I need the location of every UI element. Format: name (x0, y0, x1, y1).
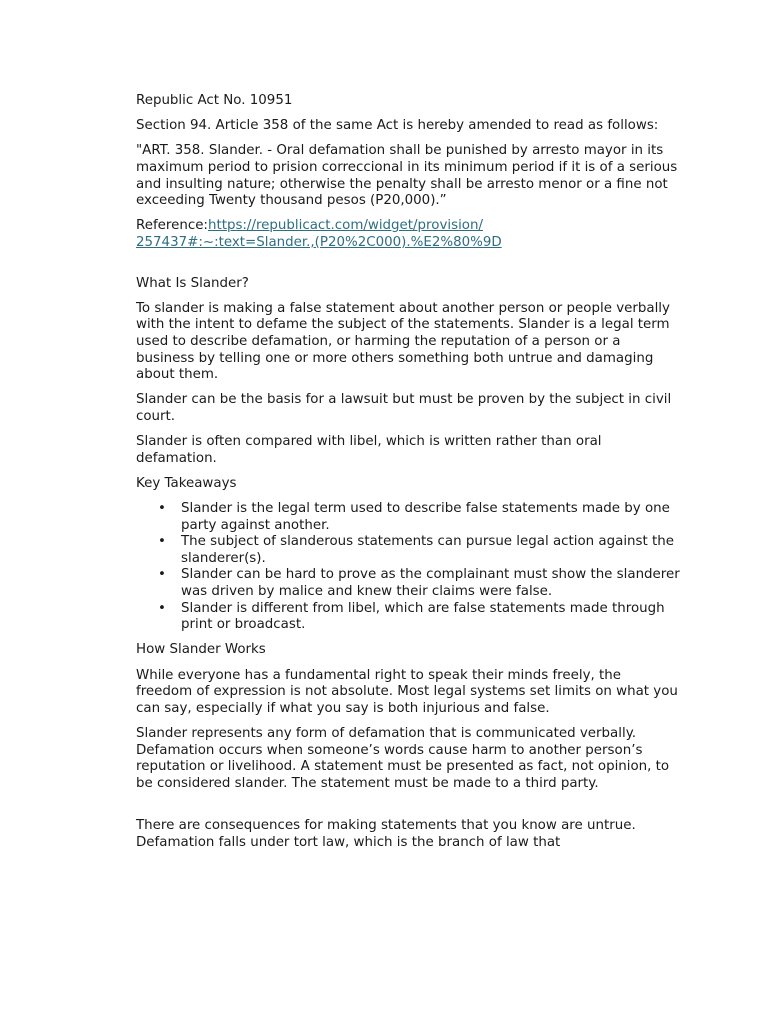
how-paragraph-1: While everyone has a fundamental right to speak their minds freely, the freedom of expression is not absolute. Most legal systems set limits on what you can say, especially if what you say is both injurious and false. (136, 667, 678, 716)
reference-label: Reference: (136, 218, 208, 234)
what-is-slander-heading: What Is Slander? (136, 275, 249, 291)
what-paragraph-1: To slander is making a false statement about another person or people verbally with the intent to defame the subject of the statements. Slander is a legal term used to describe defamation, or harming the reputation of a person or a business by telling one or more others something both untrue and damaging about them. (136, 300, 670, 383)
what-paragraph-2: Slander can be the basis for a lawsuit but must be proven by the subject in civil court. (136, 392, 672, 424)
how-paragraph-3: There are consequences for making statements that you know are untrue. Defamation falls under tort law, which is the branch of law that (136, 818, 636, 850)
bullet-icon: • (158, 600, 166, 616)
reference-link-line1: https://republicact.com/widget/provision/ (207, 218, 483, 234)
section-paragraph: Section 94. Article 358 of the same Act is hereby amended to read as follows: (136, 118, 659, 134)
reference-paragraph (136, 218, 680, 251)
key-takeaways-list (136, 501, 680, 634)
article-paragraph: "ART. 358. Slander. - Oral defamation shall be punished by arresto mayor in its maximum period to prision correccional in its minimum period if it is of a serious and insulting nature; otherwise the penalty shall be arresto menor or a fine not exceeding Twenty thousand pesos (P20,000).” (136, 143, 678, 209)
what-paragraph-3: Slander is often compared with libel, which is written rather than oral defamation. (136, 434, 602, 466)
reference-link-line2: 257437#:~:text=Slander.,(P20%2C000).%E2%80%9D (136, 234, 502, 250)
list-item (158, 600, 680, 634)
list-item (158, 534, 680, 567)
list-item-text: The subject of slanderous statements can pursue legal action against the slanderer(s). (181, 534, 674, 566)
bullet-icon: • (158, 567, 166, 583)
how-paragraph-2: Slander represents any form of defamation that is communicated verbally. Defamation occurs when someone’s words cause harm to another person’s reputation or livelihood. A statement must be presented as fact, not opinion, to be considered slander. The statement must be made to a third party. (136, 725, 670, 791)
bullet-icon: • (158, 534, 166, 550)
list-item (158, 567, 680, 600)
how-slander-works-heading: How Slander Works (136, 642, 266, 658)
document-heading: Republic Act No. 10951 (136, 93, 293, 108)
list-item (158, 501, 680, 534)
bullet-icon: • (158, 501, 166, 517)
list-item-text: Slander is the legal term used to describe false statements made by one party against another. (181, 501, 670, 533)
list-item-text: Slander can be hard to prove as the complainant must show the slanderer was driven by malice and knew their claims were false. (181, 567, 680, 599)
key-takeaways-heading: Key Takeaways (136, 475, 237, 491)
list-item-text: Slander is different from libel, which are false statements made through print or broadcast. (181, 600, 665, 633)
